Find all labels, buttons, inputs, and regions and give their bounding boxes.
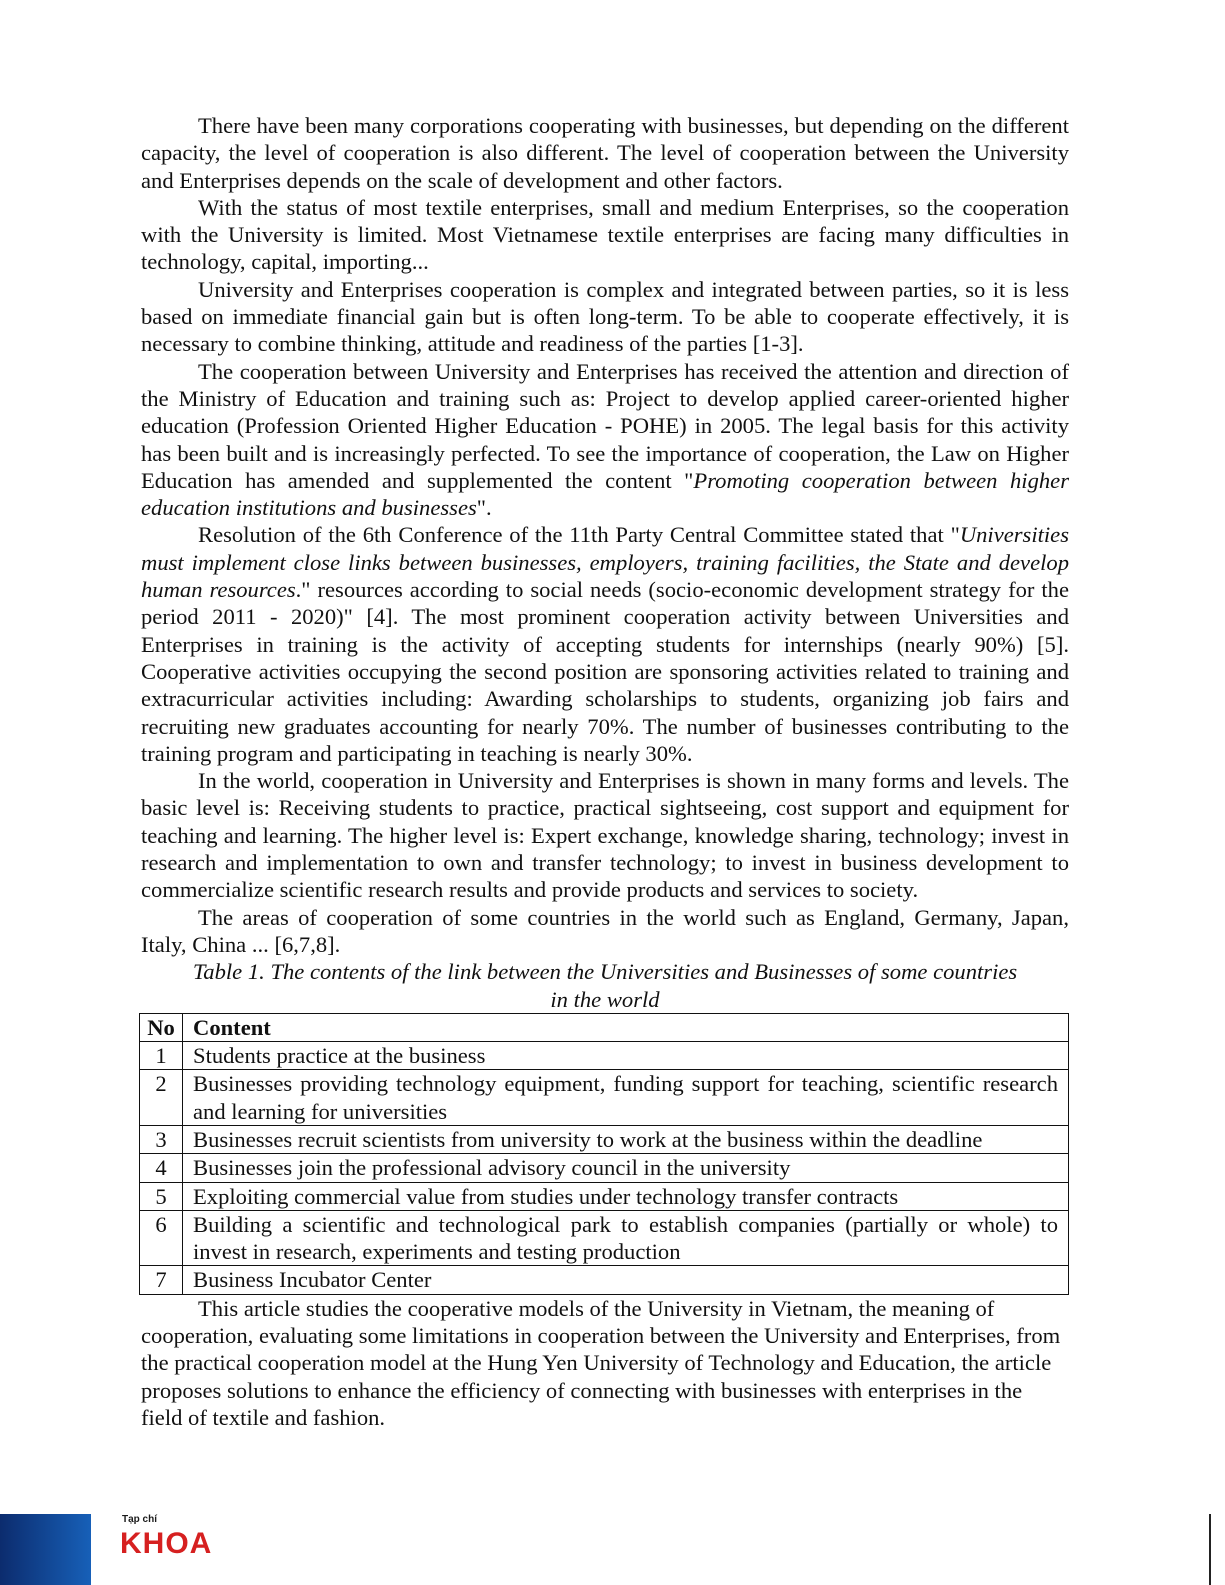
journal-logo [120, 1514, 280, 1585]
row-number: 3 [140, 1125, 183, 1153]
paragraph-4-end: ". [476, 495, 492, 521]
table-row [140, 1070, 1069, 1126]
paragraph-5-rest: ." resources according to social needs (socio-economic development strategy for the period 2011 - 2020)" [4]. The most prominent cooperation activity between Universities and Enterprises in training is the activity of accepting students for internships (nearly 90%) [5]. Cooperative activities occupying the second position are sponsoring activities related to training and extracurricular activities including: Awarding scholarships to students, organizing job fairs and recruiting new graduates accounting for nearly 70%. The number of businesses contributing to the training program and participating in teaching is nearly 30%. [141, 577, 1069, 766]
row-number: 4 [140, 1154, 183, 1182]
paragraph-5-start: Resolution of the 6th Conference of the 11th Party Central Committee stated that " [198, 522, 960, 548]
row-number: 6 [140, 1210, 183, 1266]
table-row [140, 1125, 1069, 1153]
row-number: 1 [140, 1042, 183, 1070]
footer-edge-line [1209, 1514, 1211, 1585]
paragraph-5-italic: Universities must implement close links between businesses, employers, training facilities, the State and develop human resources [141, 522, 1069, 603]
paragraph-6: In the world, cooperation in University and Enterprises is shown in many forms and levels. The basic level is: Receiving students to practice, practical sightseeing, cost support and equipment for teaching and learning. The higher level is: Expert exchange, knowledge sharing, technology; invest in research and implementation to own and transfer technology; to invest in business development to commercialize scientific research results and provide products and services to society. [141, 768, 1069, 903]
logo-small-text: Tạp chí [122, 1514, 158, 1525]
table-row [140, 1154, 1069, 1182]
row-content: Businesses recruit scientists from university to work at the business within the deadline [183, 1125, 1069, 1153]
row-content: Exploiting commercial value from studies under technology transfer contracts [183, 1182, 1069, 1210]
table-row [140, 1042, 1069, 1070]
logo-main-text: KHOA [120, 1527, 213, 1560]
row-number: 5 [140, 1182, 183, 1210]
paragraph-8: This article studies the cooperative models of the University in Vietnam, the meaning of cooperation, evaluating some limitations in cooperation between the University and Enterprises, from the practical cooperation model at the Hung Yen University of Technology and Education, the article proposes solutions to enhance the efficiency of connecting with businesses with enterprises in the field of textile and fashion. [141, 1295, 1061, 1430]
paragraph-1: There have been many corporations cooperating with businesses, but depending on the different capacity, the level of cooperation is also different. The level of cooperation between the University and Enterprises depends on the scale of development and other factors. [141, 113, 1069, 193]
table-row [140, 1210, 1069, 1266]
table-caption [141, 958, 1069, 1013]
row-content: Building a scientific and technological park to establish companies (partially or whole) to invest in research, experiments and testing production [183, 1210, 1069, 1266]
cooperation-table [139, 1013, 1069, 1295]
row-number: 2 [140, 1070, 183, 1126]
row-content: Students practice at the business [183, 1042, 1069, 1070]
paragraph-2: With the status of most textile enterprises, small and medium Enterprises, so the cooperation with the University is limited. Most Vietnamese textile enterprises are facing many difficulties in technology, capital, importing... [141, 194, 1069, 275]
footer-accent-bar [0, 1514, 91, 1585]
header-no: No [140, 1013, 183, 1041]
article-body [141, 112, 1069, 1431]
paragraph-4-text: The cooperation between University and Enterprises has received the attention and direction of the Ministry of Education and training such as: Project to develop applied career-oriented higher education (Profession Oriented Higher Education - POHE) in 2005. The legal basis for this activity has been built and is increasingly perfected. To see the importance of cooperation, the Law on Higher Education has amended and supplemented the content " [141, 358, 1069, 493]
paragraph-5 [141, 521, 1069, 767]
row-content: Businesses join the professional advisory council in the university [183, 1154, 1069, 1182]
paragraph-4 [141, 358, 1069, 522]
table-header-row [140, 1013, 1069, 1041]
row-number: 7 [140, 1266, 183, 1294]
table-caption-line-2: in the world [550, 986, 660, 1012]
paragraph-3: University and Enterprises cooperation is complex and integrated between parties, so it is less based on immediate financial gain but is often long-term. To be able to cooperate effectively, it is necessary to combine thinking, attitude and readiness of the parties [1-3]. [141, 276, 1069, 357]
paragraph-4-italic: Promoting cooperation between higher education institutions and businesses [141, 467, 1069, 521]
table-caption-line-1: Table 1. The contents of the link between the Universities and Businesses of some countries [192, 959, 1018, 985]
table-row [140, 1182, 1069, 1210]
header-content: Content [183, 1013, 1069, 1041]
table-row [140, 1266, 1069, 1294]
paragraph-7: The areas of cooperation of some countries in the world such as England, Germany, Japan, Italy, China ... [6,7,8]. [141, 904, 1069, 957]
row-content: Business Incubator Center [183, 1266, 1069, 1294]
row-content: Businesses providing technology equipment, funding support for teaching, scientific research and learning for universities [183, 1070, 1069, 1126]
